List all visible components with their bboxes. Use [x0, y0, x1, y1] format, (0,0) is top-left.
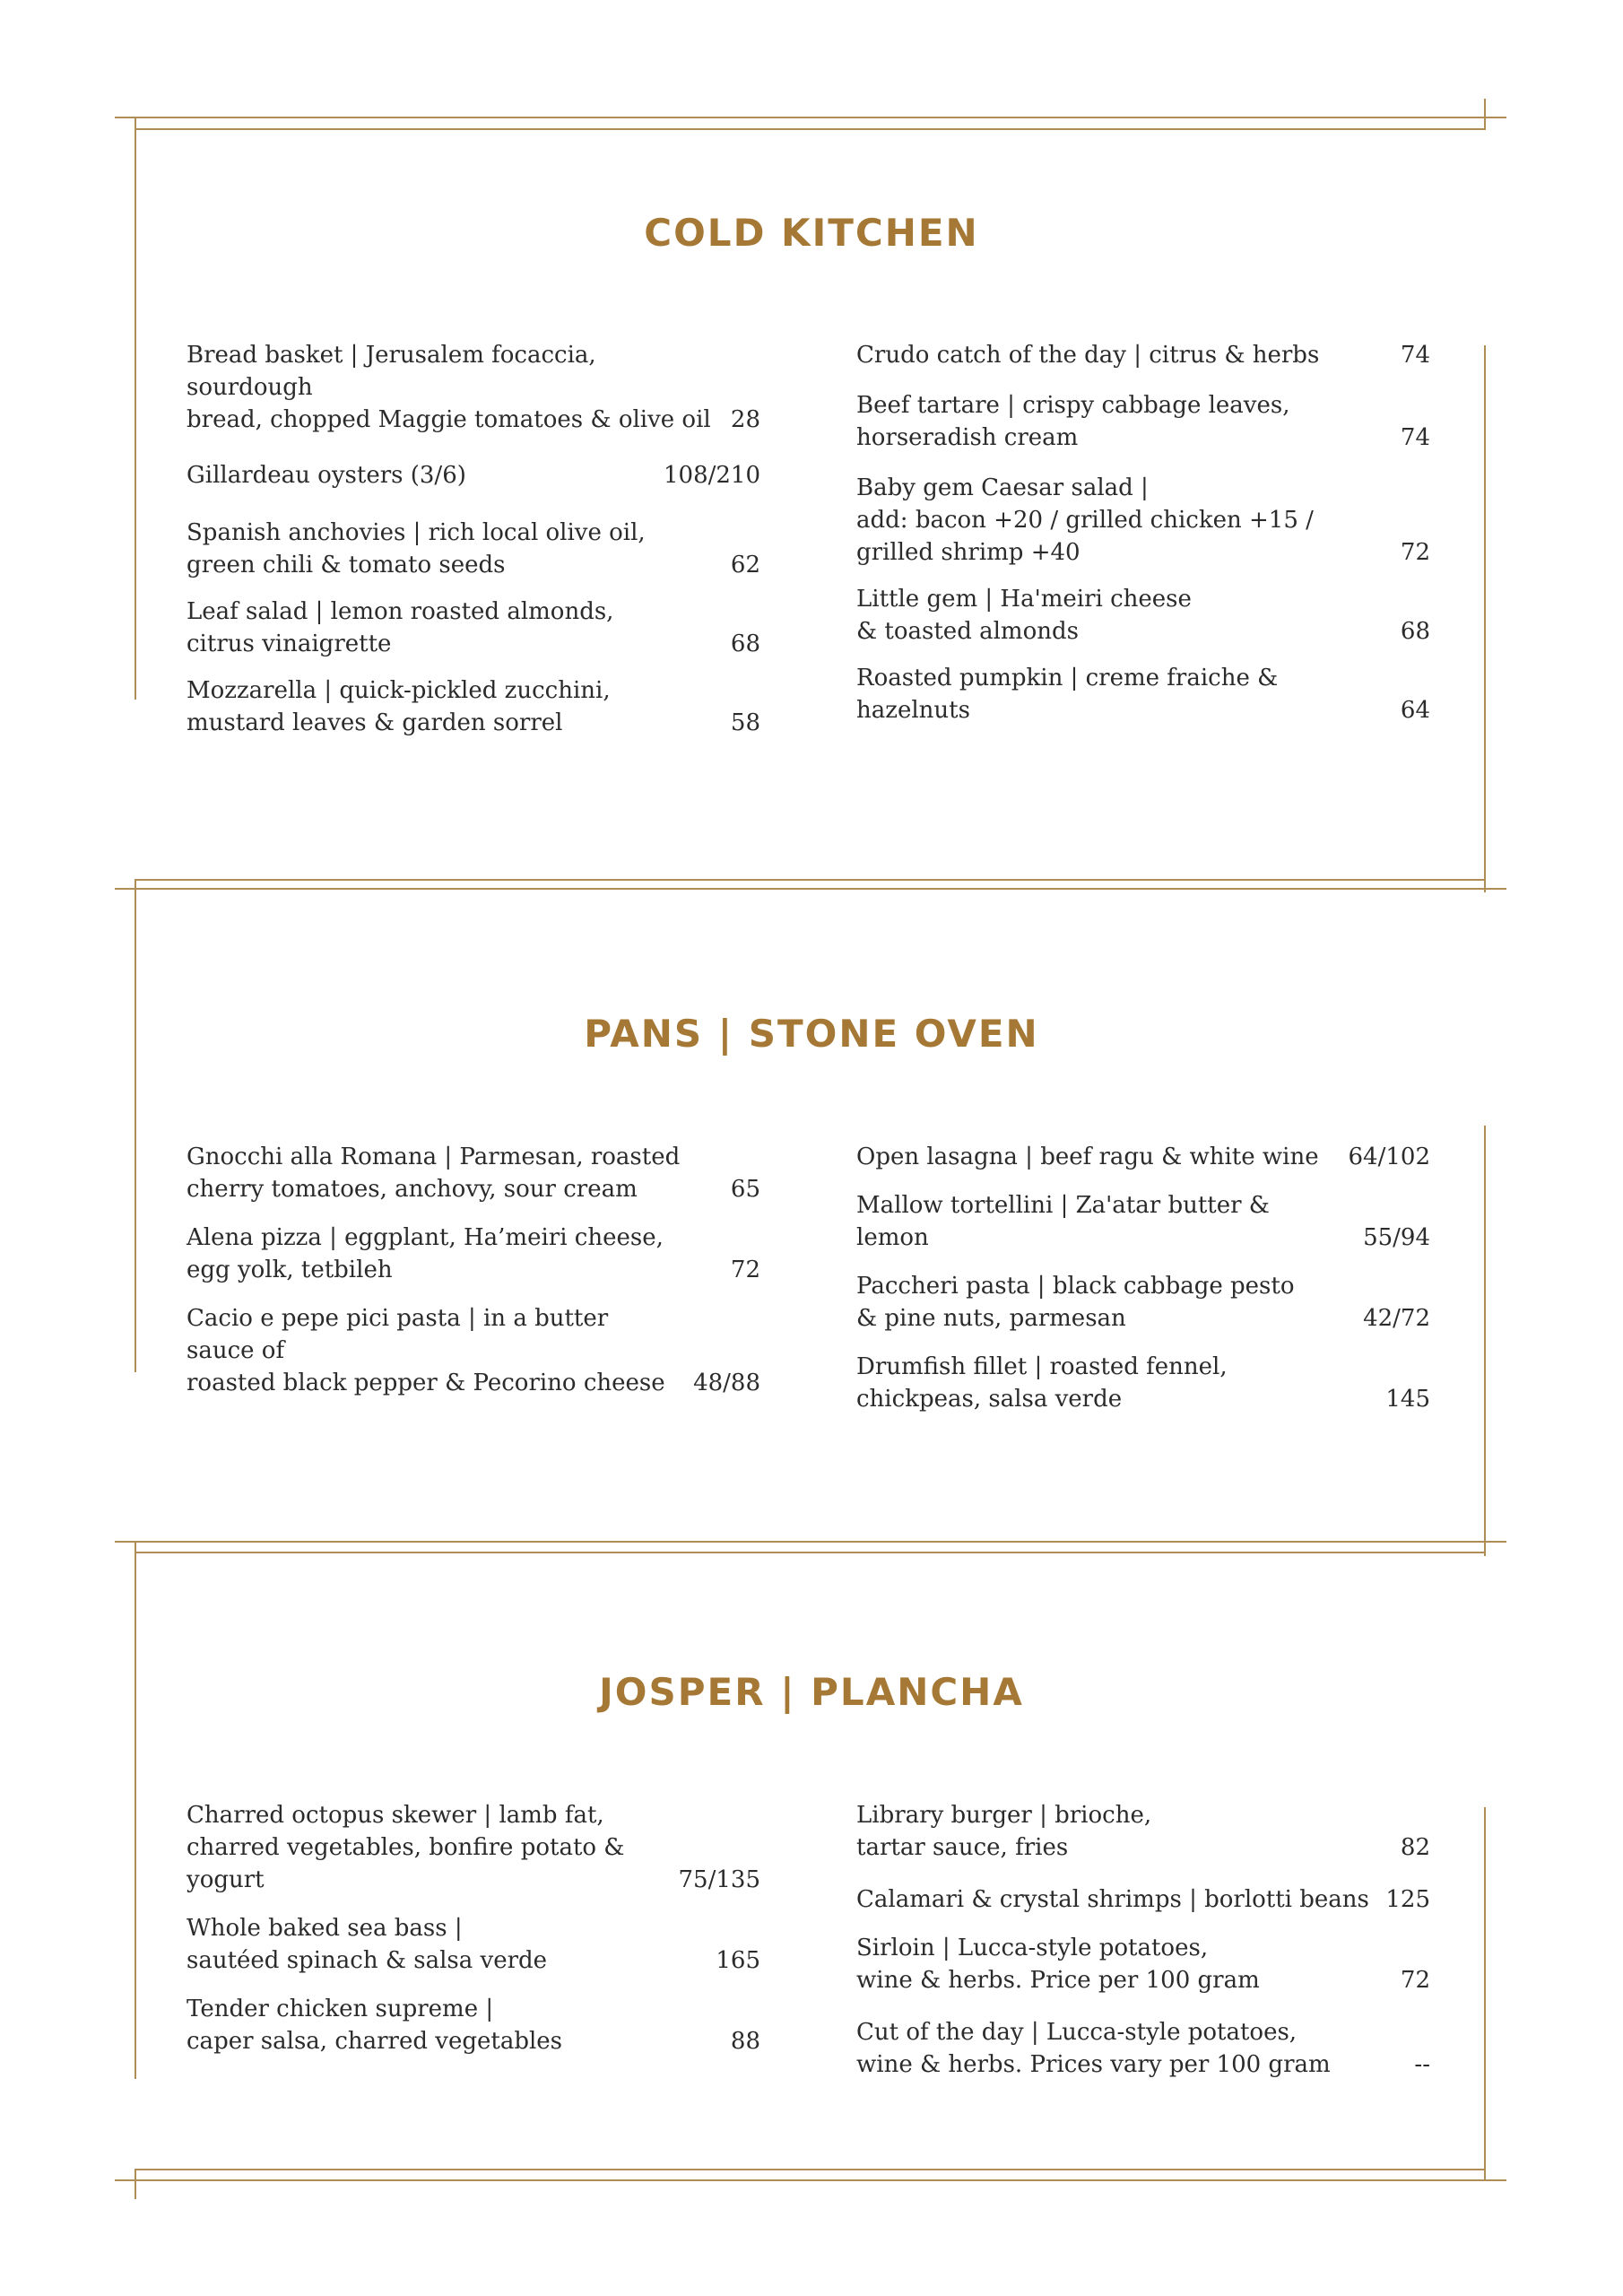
menu-item: [856, 389, 1430, 454]
item-name: Alena pizza | eggplant, Ha’meiri cheese, egg yolk, tetbileh: [187, 1224, 664, 1283]
menu-item: [187, 1912, 760, 1977]
item-price: 58: [730, 709, 760, 736]
menu-item: [856, 1189, 1430, 1254]
item-name: Beef tartare | crispy cabbage leaves, horseradish cream: [856, 392, 1290, 451]
item-price: 68: [1400, 618, 1430, 645]
menu-item: [856, 1351, 1430, 1415]
frame-right-3: [1484, 1807, 1486, 2179]
item-name: Crudo catch of the day | citrus & herbs: [856, 342, 1320, 369]
item-price: 74: [1400, 342, 1430, 369]
menu-item: [856, 339, 1430, 371]
item-name: Whole baked sea bass | sautéed spinach & salsa verde: [187, 1915, 548, 1974]
pans-left-column: [187, 1141, 760, 1399]
divider-2: [115, 1541, 1506, 1543]
item-price: 74: [1400, 424, 1430, 451]
menu-item: [856, 472, 1430, 569]
section-title-josper-plancha: JOSPER | PLANCHA: [599, 1670, 1024, 1714]
josper-right-column: [856, 1799, 1430, 2081]
item-price: 68: [730, 631, 760, 657]
divider-bottom-inner: [135, 2169, 1484, 2170]
divider-bottom: [115, 2179, 1506, 2181]
divider-top-inner: [135, 128, 1484, 130]
menu-item: [187, 459, 760, 491]
item-name: Cut of the day | Lucca-style potatoes, wine & herbs. Prices vary per 100 gram: [856, 2019, 1331, 2078]
frame-left-3: [135, 1541, 136, 2079]
menu-item: [187, 1302, 760, 1399]
item-price: 72: [1400, 1967, 1430, 1994]
item-price: 75/135: [678, 1866, 760, 1893]
menu-item: [187, 596, 760, 660]
item-price: --: [1414, 2051, 1430, 2078]
item-price: 125: [1385, 1886, 1430, 1913]
item-name: Library burger | brioche, tartar sauce, fries: [856, 1802, 1152, 1861]
item-price: 72: [730, 1257, 760, 1283]
item-price: 62: [730, 552, 760, 578]
menu-item: [187, 674, 760, 739]
item-price: 145: [1385, 1386, 1430, 1413]
section-title-pans-stone-oven: PANS | STONE OVEN: [584, 1012, 1039, 1056]
item-name: Drumfish fillet | roasted fennel, chickpeas, salsa verde: [856, 1353, 1228, 1413]
menu-item: [187, 1222, 760, 1286]
menu-item: [856, 2016, 1430, 2081]
item-price: 88: [730, 2028, 760, 2055]
item-name: Calamari & crystal shrimps | borlotti beans: [856, 1886, 1369, 1913]
item-price: 28: [730, 406, 760, 433]
menu-item: [187, 1993, 760, 2057]
item-price: 64: [1400, 697, 1430, 724]
item-price: 165: [716, 1947, 760, 1974]
item-name: Bread basket | Jerusalem focaccia, sourdough bread, chopped Maggie tomatoes & olive oil: [187, 342, 711, 433]
menu-item: [856, 1141, 1430, 1173]
frame-top-right-tick: [1484, 99, 1486, 130]
section-title-cold-kitchen: COLD KITCHEN: [644, 211, 979, 255]
item-name: Mallow tortellini | Za'atar butter & lemon: [856, 1192, 1270, 1251]
menu-item: [187, 517, 760, 581]
pans-right-column: [856, 1141, 1430, 1415]
item-name: Charred octopus skewer | lamb fat, charred vegetables, bonfire potato & yogurt: [187, 1802, 625, 1893]
divider-1-inner: [135, 879, 1484, 881]
frame-bottom-left-tick: [135, 2169, 136, 2199]
item-name: Leaf salad | lemon roasted almonds, citrus vinaigrette: [187, 598, 614, 657]
item-name: Gnocchi alla Romana | Parmesan, roasted cherry tomatoes, anchovy, sour cream: [187, 1144, 681, 1203]
item-price: 82: [1400, 1834, 1430, 1861]
item-price: 55/94: [1363, 1224, 1430, 1251]
item-name: Sirloin | Lucca-style potatoes, wine & herbs. Price per 100 gram: [856, 1935, 1260, 1994]
menu-item: [856, 1270, 1430, 1335]
frame-left-2: [135, 879, 136, 1372]
item-name: Tender chicken supreme | caper salsa, charred vegetables: [187, 1996, 563, 2055]
item-price: 108/210: [663, 462, 760, 489]
item-price: 64/102: [1348, 1144, 1430, 1170]
cold-kitchen-left-column: [187, 339, 760, 739]
josper-left-column: [187, 1799, 760, 2057]
item-name: Little gem | Ha'meiri cheese & toasted almonds: [856, 586, 1192, 645]
menu-item: [856, 1883, 1430, 1916]
divider-2-inner: [135, 1552, 1484, 1553]
item-name: Open lasagna | beef ragu & white wine: [856, 1144, 1319, 1170]
item-name: Baby gem Caesar salad | add: bacon +20 / grilled chicken +15 / grilled shrimp +40: [856, 474, 1314, 566]
item-name: Gillardeau oysters (3/6): [187, 462, 466, 489]
menu-item: [856, 1932, 1430, 1996]
divider-1: [115, 888, 1506, 890]
item-name: Roasted pumpkin | creme fraiche & hazelnuts: [856, 665, 1279, 724]
menu-item: [187, 1799, 760, 1896]
menu-item: [187, 339, 760, 436]
menu-item: [856, 1799, 1430, 1864]
menu-item: [856, 583, 1430, 648]
item-price: 65: [730, 1176, 760, 1203]
menu-item: [856, 662, 1430, 726]
cold-kitchen-right-column: [856, 339, 1430, 726]
menu-item: [187, 1141, 760, 1205]
frame-right-2: [1484, 1126, 1486, 1556]
item-name: Spanish anchovies | rich local olive oil, green chili & tomato seeds: [187, 519, 646, 578]
frame-right-1: [1484, 345, 1486, 892]
item-price: 72: [1400, 539, 1430, 566]
item-name: Cacio e pepe pici pasta | in a butter sauce of roasted black pepper & Pecorino cheese: [187, 1305, 665, 1396]
item-price: 48/88: [693, 1370, 760, 1396]
frame-left-1: [135, 117, 136, 700]
item-name: Paccheri pasta | black cabbage pesto & pine nuts, parmesan: [856, 1273, 1295, 1332]
item-name: Mozzarella | quick-pickled zucchini, mustard leaves & garden sorrel: [187, 677, 611, 736]
divider-top: [115, 117, 1506, 118]
item-price: 42/72: [1363, 1305, 1430, 1332]
